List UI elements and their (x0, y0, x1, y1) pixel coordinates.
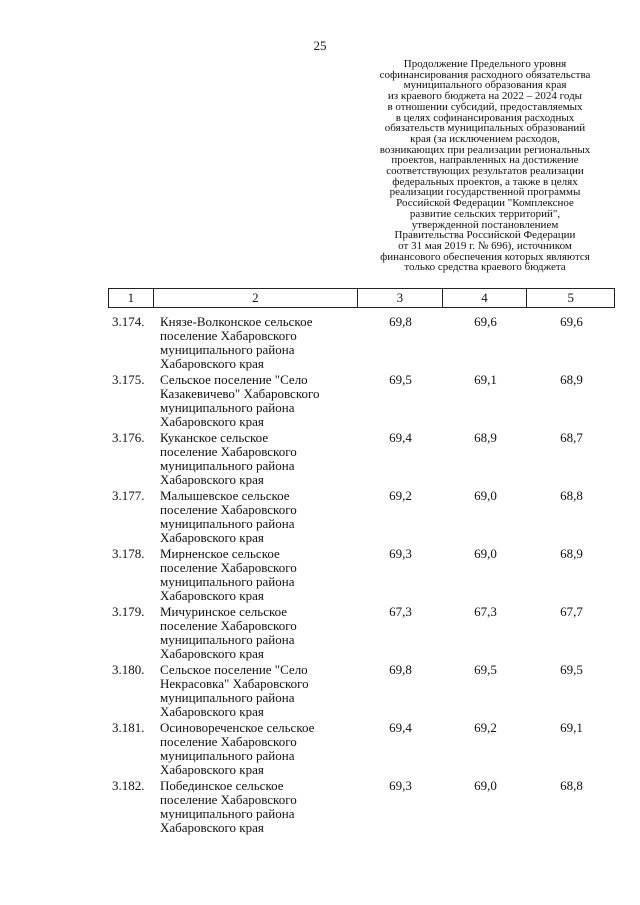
table-row (108, 489, 615, 547)
caption-line: в отношении субсидий, предоставляемых (387, 100, 583, 113)
value-v4: 69,2 (474, 720, 497, 735)
table-row (108, 315, 615, 373)
column-header-2: 2 (154, 289, 358, 307)
municipality-name-line: муниципального района (160, 748, 295, 763)
municipality-name-line: Малышевское сельское (160, 488, 290, 503)
municipality-name-line: Сельское поселение "Село (160, 662, 308, 677)
municipality-name (157, 431, 358, 489)
municipality-name-line: Хабаровского края (160, 820, 264, 835)
table-row (108, 547, 615, 605)
value-v4: 69,0 (474, 546, 497, 561)
municipality-name-line: поселение Хабаровского (160, 328, 297, 343)
row-number: 3.182. (112, 778, 145, 793)
table-body (108, 315, 615, 837)
municipality-name (157, 721, 358, 779)
caption-line: Российской Федерации "Комплексное (396, 197, 574, 210)
table-caption (356, 59, 614, 273)
table-row (108, 605, 615, 663)
column-header-4: 4 (443, 289, 528, 307)
municipality-name-line: муниципального района (160, 806, 295, 821)
municipality-name-line: поселение Хабаровского (160, 792, 297, 807)
value-v3: 69,8 (389, 314, 412, 329)
caption-line: от 31 мая 2019 г. № 696), источником (398, 239, 572, 252)
value-v5: 68,8 (560, 778, 583, 793)
row-number: 3.175. (112, 372, 145, 387)
caption-line: проектов, направленных на достижение (391, 154, 579, 167)
value-v5: 68,8 (560, 488, 583, 503)
municipality-name-line: Осиновореченское сельское (160, 720, 315, 735)
municipality-name (157, 779, 358, 837)
value-v5: 69,1 (560, 720, 583, 735)
municipality-name (157, 605, 358, 663)
caption-line: федеральных проектов, а также в целях (392, 175, 578, 188)
municipality-name (157, 489, 358, 547)
caption-line: финансового обеспечения которых являются (380, 250, 590, 263)
municipality-name-line: Хабаровского края (160, 472, 264, 487)
municipality-name-line: поселение Хабаровского (160, 734, 297, 749)
caption-line: возникающих при реализации региональных (379, 143, 591, 156)
value-v4: 69,0 (474, 488, 497, 503)
caption-line: Правительства Российской Федерации (394, 229, 576, 242)
column-header-1: 1 (109, 289, 154, 307)
caption-line: софинансирования расходного обязательства (379, 68, 591, 81)
value-v3: 69,4 (389, 430, 412, 445)
column-header-3: 3 (358, 289, 443, 307)
row-number: 3.179. (112, 604, 145, 619)
municipality-name-line: Князе-Волконское сельское (160, 314, 313, 329)
value-v3: 69,2 (389, 488, 412, 503)
municipality-name-line: Некрасовка" Хабаровского (160, 676, 309, 691)
municipality-name-line: Побединское сельское (160, 778, 284, 793)
value-v4: 69,6 (474, 314, 497, 329)
caption-line: обязательств муниципальных образований (384, 122, 586, 135)
table-header-row (108, 288, 615, 308)
caption-line: из краевого бюджета на 2022 – 2024 годы (387, 90, 583, 103)
caption-line: только средства краевого бюджета (404, 261, 566, 274)
municipality-name-line: Куканское сельское (160, 430, 269, 445)
row-number: 3.181. (112, 720, 145, 735)
municipality-name-line: Хабаровского края (160, 704, 264, 719)
municipality-name-line: муниципального района (160, 632, 295, 647)
row-number: 3.177. (112, 488, 145, 503)
municipality-name-line: Хабаровского края (160, 588, 264, 603)
value-v5: 68,9 (560, 546, 583, 561)
municipality-name (157, 373, 358, 431)
municipality-name-line: поселение Хабаровского (160, 502, 297, 517)
municipality-name-line: муниципального района (160, 400, 295, 415)
caption-line: утвержденной постановлением (411, 218, 559, 231)
row-number: 3.176. (112, 430, 145, 445)
caption-line: в целях софинансирования расходных (395, 111, 575, 124)
column-header-5: 5 (567, 290, 574, 305)
value-v4: 68,9 (474, 430, 497, 445)
municipality-name-line: муниципального района (160, 516, 295, 531)
municipality-name-line: Сельское поселение "Село (160, 372, 308, 387)
table-row (108, 431, 615, 489)
municipality-name (157, 315, 358, 373)
municipality-name-line: Хабаровского края (160, 356, 264, 371)
municipality-name-line: Мирненское сельское (160, 546, 280, 561)
value-v3: 67,3 (389, 604, 412, 619)
row-number: 3.180. (112, 662, 145, 677)
caption-line: края (за исключением расходов, (410, 132, 560, 145)
value-v4: 67,3 (474, 604, 497, 619)
caption-line: реализации государственной программы (389, 186, 581, 199)
municipality-name-line: поселение Хабаровского (160, 560, 297, 575)
table-row (108, 779, 615, 837)
table-row (108, 373, 615, 431)
value-v3: 69,3 (389, 546, 412, 561)
municipality-name (157, 663, 358, 721)
municipality-name-line: муниципального района (160, 690, 295, 705)
value-v3: 69,8 (389, 662, 412, 677)
value-v4: 69,5 (474, 662, 497, 677)
municipality-name-line: Хабаровского края (160, 646, 264, 661)
caption-line: развитие сельских территорий", (409, 207, 561, 220)
value-v5: 68,9 (560, 372, 583, 387)
value-v3: 69,4 (389, 720, 412, 735)
value-v3: 69,3 (389, 778, 412, 793)
value-v5: 69,5 (560, 662, 583, 677)
value-v4: 69,1 (474, 372, 497, 387)
municipality-name-line: Хабаровского края (160, 414, 264, 429)
table-row (108, 663, 615, 721)
municipality-name-line: Казакевичево" Хабаровского (160, 386, 320, 401)
caption-line: муниципального образования края (403, 79, 567, 92)
municipality-name-line: муниципального района (160, 342, 295, 357)
municipality-name-line: Мичуринское сельское (160, 604, 288, 619)
municipality-name-line: муниципального района (160, 574, 295, 589)
caption-line: Продолжение Предельного уровня (403, 58, 567, 70)
municipality-name-line: Хабаровского края (160, 530, 264, 545)
page-number: 25 (313, 38, 327, 53)
municipality-name-line: поселение Хабаровского (160, 618, 297, 633)
value-v5: 69,6 (560, 314, 583, 329)
value-v3: 69,5 (389, 372, 412, 387)
caption-line: соответствующих результатов реализации (386, 165, 584, 178)
value-v4: 69,0 (474, 778, 497, 793)
row-number: 3.174. (112, 314, 145, 329)
value-v5: 68,7 (560, 430, 583, 445)
value-v5: 67,7 (560, 604, 583, 619)
municipality-name-line: Хабаровского края (160, 762, 264, 777)
row-number: 3.178. (112, 546, 145, 561)
table-row (108, 721, 615, 779)
municipality-name (157, 547, 358, 605)
municipality-name-line: муниципального района (160, 458, 295, 473)
municipality-name-line: поселение Хабаровского (160, 444, 297, 459)
